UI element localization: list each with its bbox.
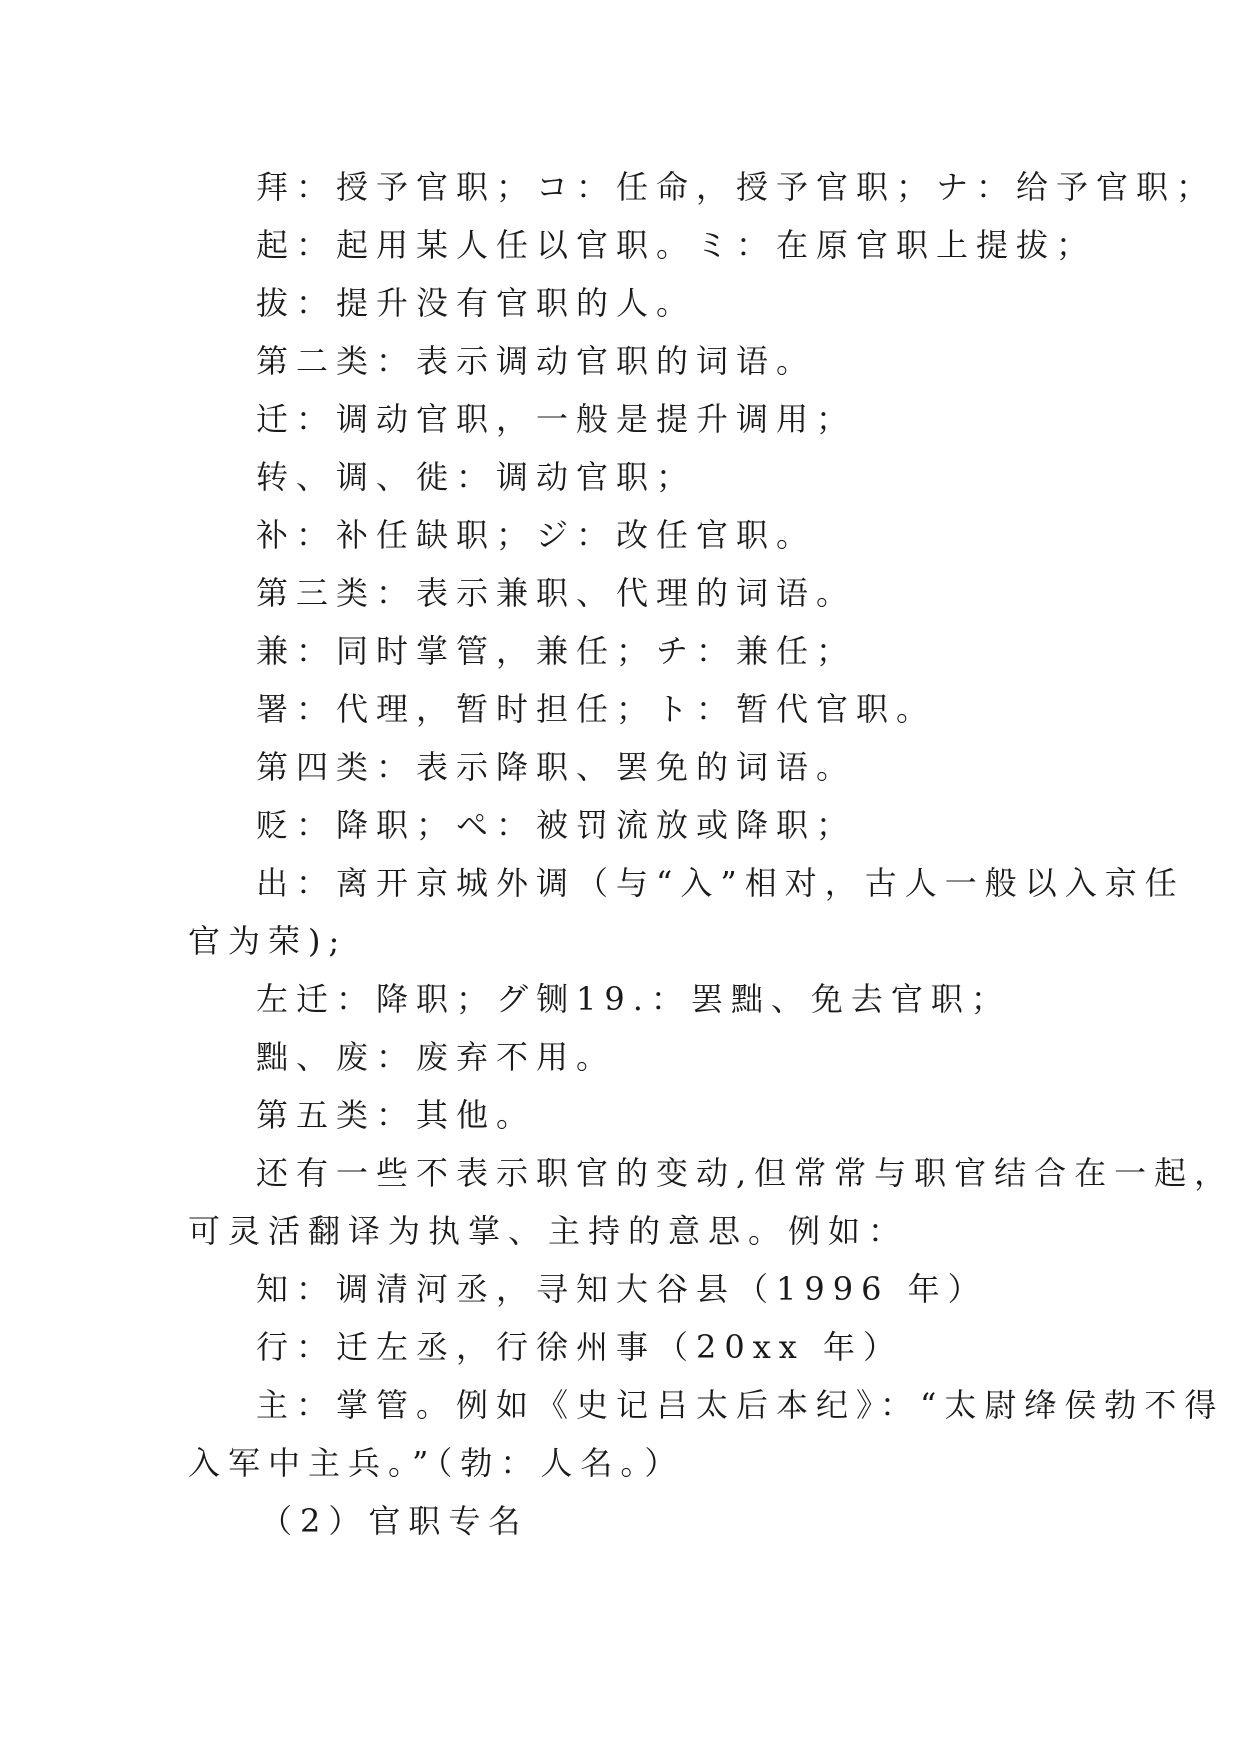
paragraph-line: 主：掌管。例如《史记吕太后本纪》：“太尉绛侯勃不得: [256, 1386, 1225, 1424]
paragraph-line: 起：起用某人任以官职。ミ：在原官职上提拔；: [256, 226, 1097, 264]
paragraph-line: 左迁：降职；グ铡19.：罢黜、免去官职；: [256, 980, 1011, 1018]
section-heading: 第四类：表示降职、罢免的词语。: [256, 748, 857, 786]
paragraph-line: 知：调清河丞，寻知大谷县（1996 年）: [256, 1270, 988, 1308]
paragraph-line: 拜：授予官职；コ：任命，授予官职；ナ：给予官职；: [256, 168, 1217, 206]
paragraph-continuation: 入军中主兵。”（勃：人名。）: [188, 1444, 685, 1482]
paragraph-line: 补：补任缺职；ジ：改任官职。: [256, 516, 817, 554]
paragraph-line: 行：迁左丞，行徐州事（20xx 年）: [256, 1328, 903, 1366]
subsection-heading: （2）官职专名: [260, 1502, 529, 1540]
paragraph-line: 兼：同时掌管，兼任；チ：兼任；: [256, 632, 857, 670]
paragraph-line: 转、调、徙：调动官职；: [256, 458, 697, 496]
paragraph-line: 贬：降职；ペ：被罚流放或降职；: [256, 806, 857, 844]
section-heading: 第三类：表示兼职、代理的词语。: [256, 574, 857, 612]
paragraph-line: 署：代理，暂时担任；ト：暂代官职。: [256, 690, 937, 728]
paragraph-line: 黜、废：废弃不用。: [256, 1038, 617, 1076]
paragraph-line: 出：离开京城外调（与“入”相对，古人一般以入京任: [256, 864, 1185, 902]
paragraph-line: 拔：提升没有官职的人。: [256, 284, 697, 322]
section-heading: 第五类：其他。: [256, 1096, 537, 1134]
paragraph-line: 还有一些不表示职官的变动,但常常与职官结合在一起，: [256, 1154, 1235, 1192]
paragraph-continuation: 可灵活翻译为执掌、主持的意思。例如：: [188, 1212, 909, 1250]
document-body: [188, 158, 1235, 1550]
paragraph-line: 迁：调动官职，一般是提升调用；: [256, 400, 857, 438]
paragraph-continuation: 官为荣);: [188, 922, 348, 960]
section-heading: 第二类：表示调动官职的词语。: [256, 342, 817, 380]
